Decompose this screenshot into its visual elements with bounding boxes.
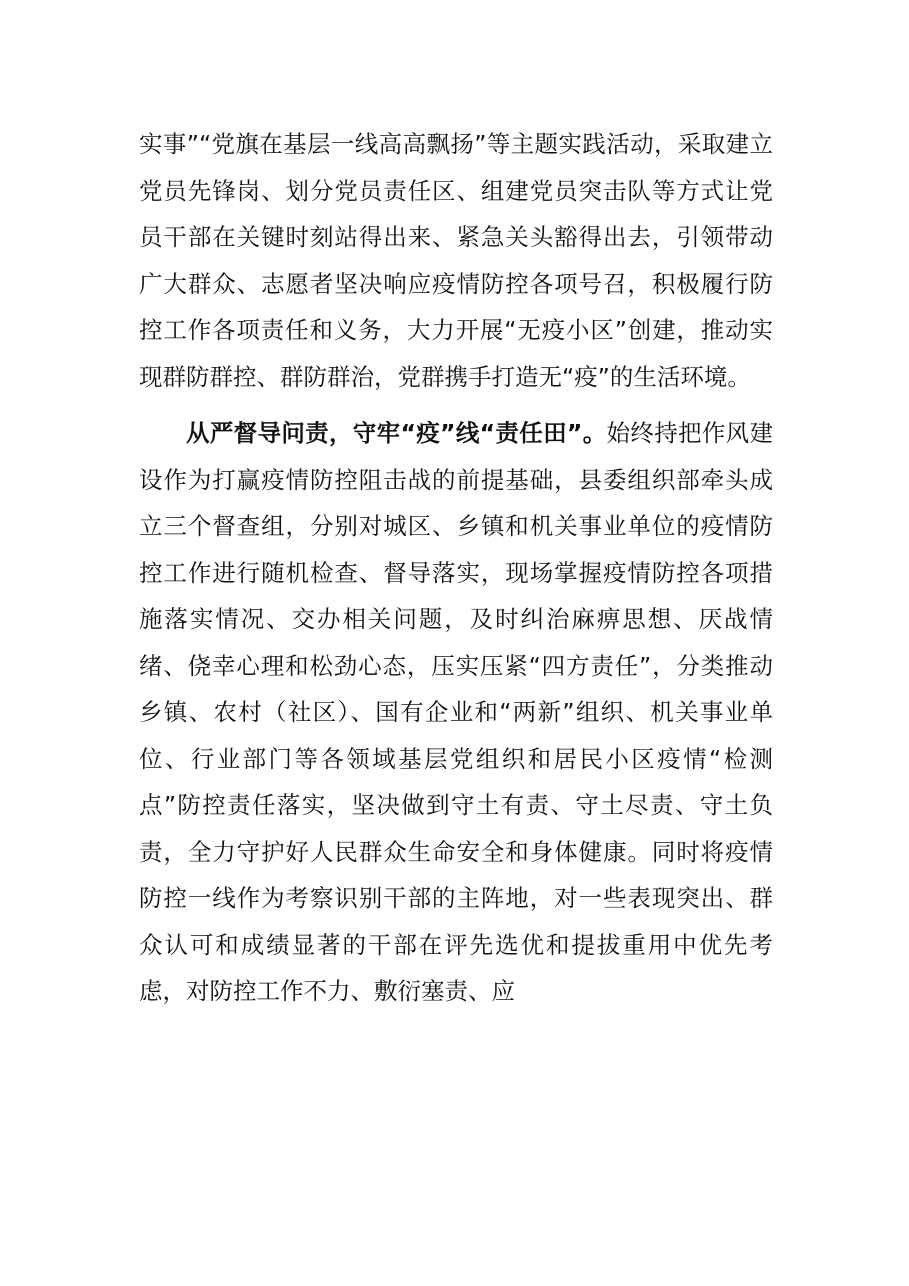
document-body: [139, 121, 773, 1015]
paragraph-text: 始终持把作风建设作为打赢疫情防控阻击战的前提基础，县委组织部牵头成立三个督查组，分别对城区、乡镇和机关事业单位的疫情防控工作进行随机检查、督导落实，现场掌握疫情防控各项措施落实情况、交办相关问题，及时纠治麻痹思想、厌战情绪、侥幸心理和松劲心态，压实压紧“四方责任”，分类推动乡镇、农村（社区）、国有企业和“两新”组织、机关事业单位、行业部门等各领域基层党组织和居民小区疫情“检测点”防控责任落实，坚决做到守土有责、守土尽责、守土负责，全力守护好人民群众生命安全和身体健康。同时将疫情防控一线作为考察识别干部的主阵地，对一些表现突出、群众认可和成绩显著的干部在评先选优和提拔重用中优先考虑，对防控工作不力、敷衍塞责、应: [139, 419, 774, 1005]
paragraph-party-practice: [139, 121, 773, 400]
paragraph-text: 实事”“党旗在基层一线高高飘扬”等主题实践活动，采取建立党员先锋岗、划分党员责任区、组建党员突击队等方式让党员干部在关键时刻站得出来、紧急关头豁得出去，引领带动广大群众、志愿者坚决响应疫情防控各项号召，积极履行防控工作各项责任和义务，大力开展“无疫小区”创建，推动实现群防群控、群防群治，党群携手打造无“疫”的生活环境。: [139, 130, 773, 391]
paragraph-lead-heading: 从严督导问责，守牢“疫”线“责任田”。: [186, 419, 607, 447]
paragraph-supervision-accountability: [139, 410, 773, 1015]
